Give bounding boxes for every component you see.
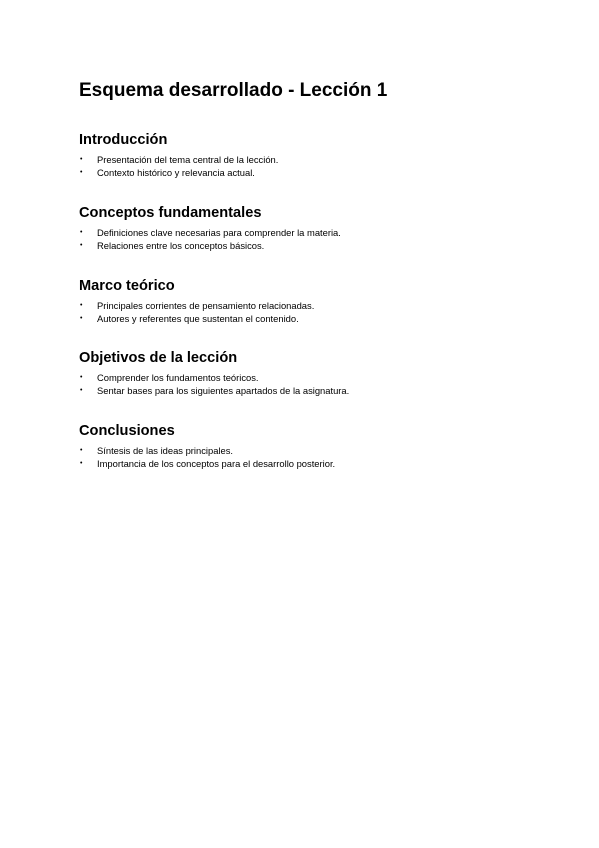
section-heading: Conceptos fundamentales xyxy=(79,205,262,221)
bullet-list xyxy=(79,445,519,470)
list-item xyxy=(79,458,519,471)
list-item-text: Autores y referentes que sustentan el contenido. xyxy=(97,312,299,324)
page-title: Esquema desarrollado - Lección 1 xyxy=(79,80,388,101)
bullet-list xyxy=(79,372,519,397)
list-item-text: Principales corrientes de pensamiento relacionadas. xyxy=(97,300,315,311)
section-objetivos xyxy=(79,349,519,397)
bullet-list xyxy=(79,227,519,252)
list-item xyxy=(79,227,519,240)
bullet-icon: • xyxy=(80,241,83,249)
list-item xyxy=(79,385,519,398)
list-item xyxy=(79,240,519,253)
section-heading: Objetivos de la lección xyxy=(79,350,238,366)
section-conclusiones xyxy=(79,422,519,470)
section-conceptos-fundamentales xyxy=(79,204,519,252)
list-item xyxy=(79,300,519,313)
bullet-icon: • xyxy=(80,459,83,467)
list-item xyxy=(79,445,519,458)
bullet-icon: • xyxy=(80,386,83,394)
bullet-icon: • xyxy=(80,314,83,322)
list-item-text: Importancia de los conceptos para el desarrollo posterior. xyxy=(97,457,336,469)
list-item xyxy=(79,167,519,180)
bullet-icon: • xyxy=(80,302,83,309)
list-item-text: Sentar bases para los siguientes apartados de la asignatura. xyxy=(97,384,350,396)
bullet-icon: • xyxy=(80,374,83,381)
section-introduccion xyxy=(79,131,519,179)
list-item xyxy=(79,313,519,326)
section-heading: Introducción xyxy=(79,132,168,148)
list-item-text: Síntesis de las ideas principales. xyxy=(97,445,234,456)
list-item-text: Definiciones clave necesarias para comprender la materia. xyxy=(97,227,341,238)
section-heading: Conclusiones xyxy=(79,423,175,439)
bullet-icon: • xyxy=(80,229,83,236)
bullet-list xyxy=(79,300,519,325)
bullet-icon: • xyxy=(80,447,83,454)
list-item-text: Contexto histórico y relevancia actual. xyxy=(97,166,255,178)
bullet-list xyxy=(79,154,519,179)
list-item-text: Presentación del tema central de la lección. xyxy=(97,154,279,165)
list-item-text: Relaciones entre los conceptos básicos. xyxy=(97,239,265,251)
list-item xyxy=(79,372,519,385)
bullet-icon: • xyxy=(80,156,83,163)
list-item xyxy=(79,154,519,167)
section-heading: Marco teórico xyxy=(79,278,175,294)
list-item-text: Comprender los fundamentos teóricos. xyxy=(97,372,259,383)
section-marco-teorico xyxy=(79,277,519,325)
bullet-icon: • xyxy=(80,168,83,176)
